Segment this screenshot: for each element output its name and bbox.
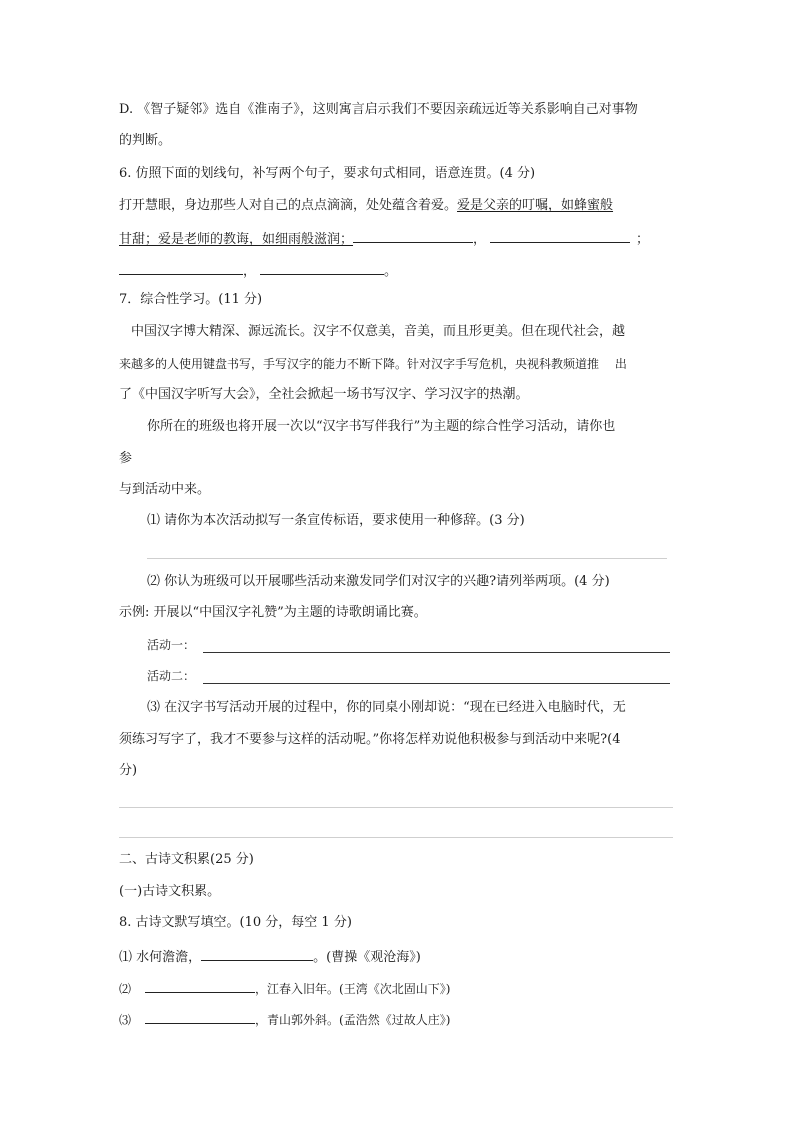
question-6-text-line-3: [119, 260, 397, 281]
q7-paragraph-1-line-3: 了《中国汉字听写大会》，全社会掀起一场书写汉字、学习汉字的热潮。: [119, 387, 529, 402]
q7-paragraph-1-line-2: 来越多的人使用键盘书写，手写汉字的能力不断下降。针对汉字手写危机，央视科教频道推 出: [119, 357, 627, 371]
activity-1-answer-line[interactable]: [203, 652, 670, 653]
question-8-prompt: 8. 古诗文默写填空。(10 分，每空 1 分): [119, 915, 352, 930]
q7-answer-line-2[interactable]: [119, 807, 673, 808]
q8-item-1-prefix: ⑴ 水何澹澹，: [119, 950, 202, 965]
q7-sub-question-3-line-1: ⑶ 在汉字书写活动开展的过程中，你的同桌小刚却说：“现在已经进入电脑时代，无: [147, 700, 626, 715]
q8-item-2-blank[interactable]: [145, 978, 255, 993]
q8-item-1-suffix: 。(曹操《观沧海》): [313, 950, 421, 965]
q8-item-3-blank[interactable]: [145, 1009, 255, 1024]
question-7-title: 7．综合性学习。(11 分): [119, 292, 263, 307]
section-2-subtitle: (一)古诗文积累。: [119, 884, 221, 899]
activity-2-label: 活动二：: [147, 669, 196, 683]
q8-item-1-blank[interactable]: [201, 946, 313, 961]
option-d-line-1: D. 《智子疑邻》选自《淮南子》，这则寓言启示我们不要因亲疏远近等关系影响自己对事物: [119, 102, 638, 117]
q6-underlined-text-2: 甘甜；爱是老师的教诲，如细雨般滋润；: [119, 232, 354, 247]
q6-comma-2: ，: [243, 264, 257, 279]
q7-example: 示例: 开展以“中国汉字礼赞”为主题的诗歌朗诵比赛。: [119, 605, 427, 620]
question-6-text-line-1: [119, 197, 613, 215]
q8-item-2: [119, 978, 450, 998]
q7-sub-question-3-line-2: 须练习写字了，我才不要参与这样的活动呢。”你将怎样劝说他积极参与到活动中来呢?(4: [119, 732, 621, 747]
q8-item-3-number: ⑶: [119, 1013, 132, 1027]
section-2-title: 二、古诗文积累(25 分): [119, 852, 254, 867]
q7-sub-question-1: ⑴ 请你为本次活动拟写一条宣传标语，要求使用一种修辞。(3 分): [147, 513, 525, 528]
q6-blank-4[interactable]: [260, 260, 384, 275]
question-6-text-line-2: [119, 228, 649, 249]
q8-item-1: [119, 946, 421, 967]
q6-blank-3[interactable]: [119, 260, 243, 275]
q6-comma-1: ，: [473, 232, 487, 247]
activity-1-label: 活动一：: [147, 638, 196, 652]
q7-paragraph-2-line-2: 参: [119, 451, 133, 466]
q7-sub-question-2: ⑵ 你认为班级可以开展哪些活动来激发同学们对汉字的兴趣?请列举两项。(4 分): [147, 574, 610, 589]
q7-paragraph-1-line-1: 中国汉字博大精深、源远流长。汉字不仅意美，音美，而且形更美。但在现代社会，越: [131, 324, 626, 339]
q6-plain-text: 打开慧眼，身边那些人对自己的点点滴滴，处处蕴含着爱。: [119, 198, 458, 213]
q6-period: 。: [384, 264, 398, 279]
q7-paragraph-2-line-1: 你所在的班级也将开展一次以“汉字书写伴我行”为主题的综合性学习活动，请你也: [147, 419, 616, 434]
q6-semicolon: ；: [636, 232, 650, 247]
q8-item-3: [119, 1009, 450, 1029]
q7-paragraph-2-line-3: 与到活动中来。: [119, 482, 211, 497]
activity-2-answer-line[interactable]: [203, 683, 670, 684]
q6-blank-1[interactable]: [353, 228, 473, 243]
q7-sub-question-3-line-3: 分): [119, 763, 138, 778]
q6-underlined-text-1: 爱是父亲的叮嘱，如蜂蜜般: [457, 198, 614, 213]
option-d-line-2: 的判断。: [119, 133, 172, 148]
question-6-prompt: 6. 仿照下面的划线句，补写两个句子，要求句式相同，语意连贯。(4 分): [119, 166, 536, 181]
q8-item-2-suffix: ，江春入旧年。(王湾《次北固山下》): [255, 982, 451, 996]
q8-item-2-number: ⑵: [119, 982, 132, 996]
q7-answer-line-3[interactable]: [119, 837, 673, 838]
q8-item-3-suffix: ，青山郭外斜。(孟浩然《过故人庄》): [255, 1013, 451, 1027]
q6-blank-2[interactable]: [490, 228, 630, 243]
q7-answer-line-1[interactable]: [147, 558, 667, 559]
